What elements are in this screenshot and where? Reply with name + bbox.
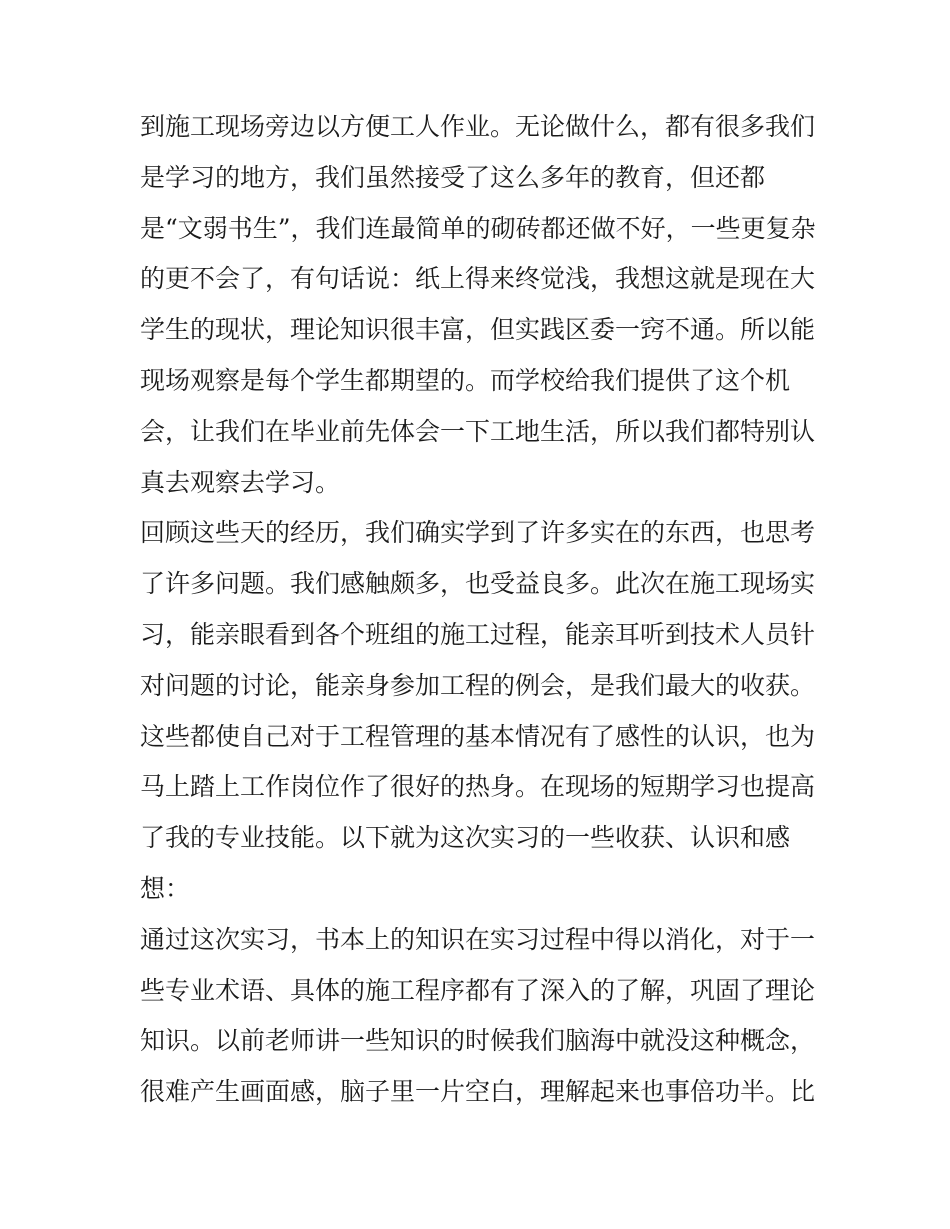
text-line: 现场观察是每个学生都期望的。而学校给我们提供了这个机 (140, 365, 791, 395)
text-line: 到施工现场旁边以方便工人作业。无论做什么，都有很多我们 (140, 112, 816, 141)
text-line: 习，能亲眼看到各个班组的施工过程，能亲耳听到技术人员针 (140, 619, 816, 649)
text-line: 很难产生画面感，脑子里一片空白，理解起来也事倍功半。比 (140, 1077, 816, 1107)
text-line: 这些都使自己对于工程管理的基本情况有了感性的认识，也为 (140, 721, 816, 751)
text-line: 了我的专业技能。以下就为这次实习的一些收获、认识和感 (140, 823, 791, 853)
text-line: 是学习的地方，我们虽然接受了这么多年的教育，但还都 (140, 162, 766, 192)
text-line: 对问题的讨论，能亲身参加工程的例会，是我们最大的收获。 (140, 670, 816, 700)
text-line: 学生的现状，理论知识很丰富，但实践区委一窍不通。所以能 (140, 315, 816, 345)
text-line: 是“文弱书生”，我们连最简单的砌砖都还做不好，一些更复杂 (140, 213, 816, 243)
text-line: 了许多问题。我们感触颇多，也受益良多。此次在施工现场实 (140, 569, 816, 599)
text-line: 知识。以前老师讲一些知识的时候我们脑海中就没这种概念， (140, 1026, 816, 1056)
text-line: 马上踏上工作岗位作了很好的热身。在现场的短期学习也提高 (140, 772, 816, 802)
text-line: 回顾这些天的经历，我们确实学到了许多实在的东西，也思考 (140, 518, 816, 548)
text-line: 想： (140, 873, 191, 903)
body-text (140, 102, 820, 1118)
text-line: 的更不会了，有句话说：纸上得来终觉浅，我想这就是现在大 (140, 264, 816, 294)
text-line: 会，让我们在毕业前先体会一下工地生活，所以我们都特别认 (140, 416, 816, 446)
text-line: 些专业术语、具体的施工程序都有了深入的了解，巩固了理论 (140, 975, 816, 1005)
text-line: 通过这次实习，书本上的知识在实习过程中得以消化，对于一 (140, 924, 816, 954)
text-line: 真去观察去学习。 (140, 467, 341, 497)
